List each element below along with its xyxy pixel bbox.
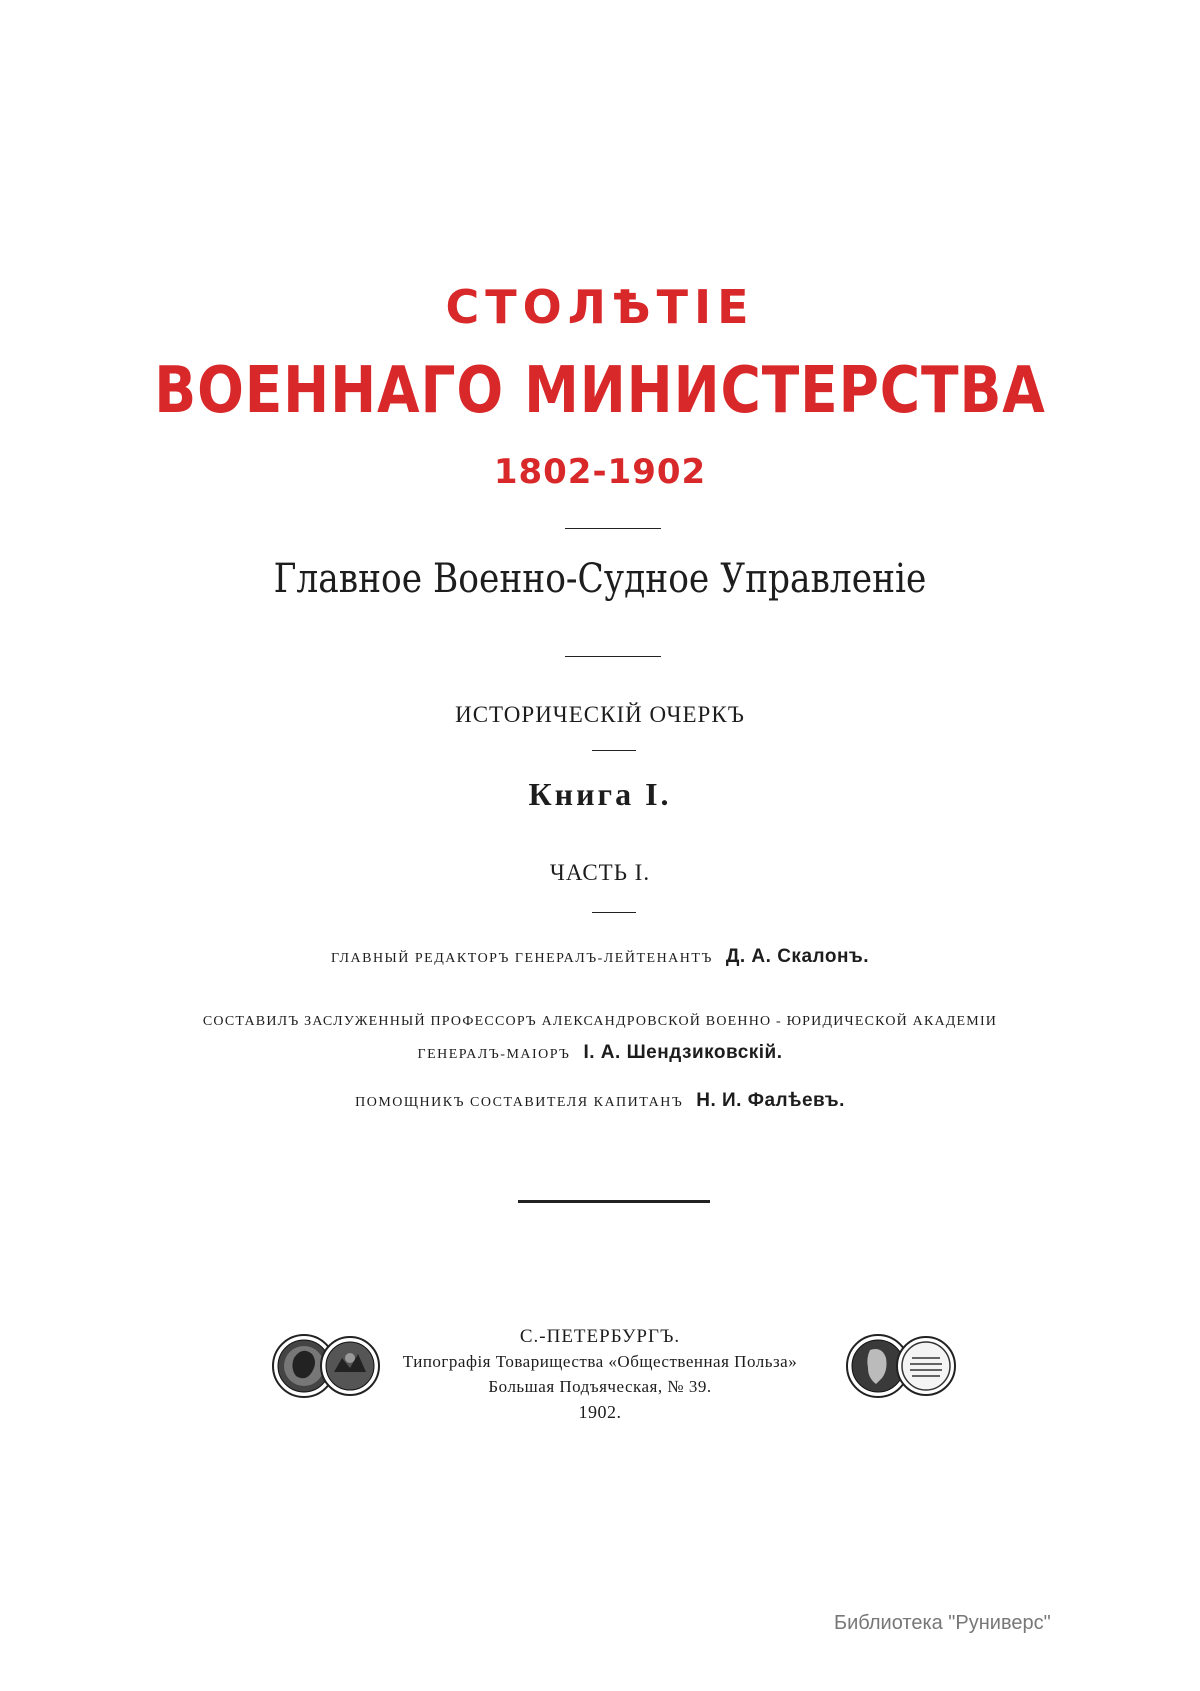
library-watermark: Библиотека "Руниверс"	[834, 1612, 1051, 1634]
divider	[565, 528, 661, 529]
subtitle: Главное Военно-Судное Управленіе	[273, 556, 927, 602]
part-label: ЧАСТЬ I.	[549, 860, 651, 885]
divider	[565, 656, 661, 657]
compiler-rank: ГЕНЕРАЛЪ-МАІОРЪ	[417, 1047, 571, 1062]
editor-name: Д. А. Скалонъ.	[725, 946, 870, 967]
imprint-year: 1902.	[578, 1402, 622, 1422]
imprint-printer: Типографія Товарищества «Общественная Польза»	[402, 1352, 798, 1371]
assistant-credit	[0, 1090, 1200, 1112]
compiler-credit	[0, 1042, 1200, 1064]
compiler-role: СОСТАВИЛЪ ЗАСЛУЖЕННЫЙ ПРОФЕССОРЪ АЛЕКСАНДРОВСКОЙ ВОЕННО - ЮРИДИЧЕСКОЙ АКАДЕМІИ	[202, 1014, 998, 1029]
imprint-address: Большая Подъяческая, № 39.	[488, 1377, 712, 1396]
editor-credit	[0, 946, 1200, 968]
medal-icon	[846, 1328, 958, 1408]
divider	[592, 750, 636, 751]
medals-right	[846, 1328, 958, 1413]
medal-icon	[272, 1328, 382, 1408]
editor-role: ГЛАВНЫЙ РЕДАКТОРЪ ГЕНЕРАЛЪ-ЛЕЙТЕНАНТЪ	[330, 951, 713, 966]
essay-label: ИСТОРИЧЕСКІЙ ОЧЕРКЪ	[455, 702, 745, 727]
title-line-1: СТОЛѢТІЕ	[445, 280, 755, 334]
imprint-city: С.-ПЕТЕРБУРГЪ.	[519, 1326, 681, 1347]
divider	[592, 912, 636, 913]
title-line-2: ВОЕННАГО МИНИСТЕРСТВА	[154, 354, 1046, 428]
book-label: Книга I.	[528, 776, 672, 812]
compiler-name: I. А. Шендзиковскій.	[583, 1042, 783, 1063]
title-years: 1802-1902	[493, 452, 707, 492]
thick-divider	[518, 1200, 710, 1203]
medals-left	[272, 1328, 382, 1413]
assistant-role: ПОМОЩНИКЪ СОСТАВИТЕЛЯ КАПИТАНЪ	[355, 1095, 684, 1110]
assistant-name: Н. И. Фалѣевъ.	[696, 1090, 845, 1111]
